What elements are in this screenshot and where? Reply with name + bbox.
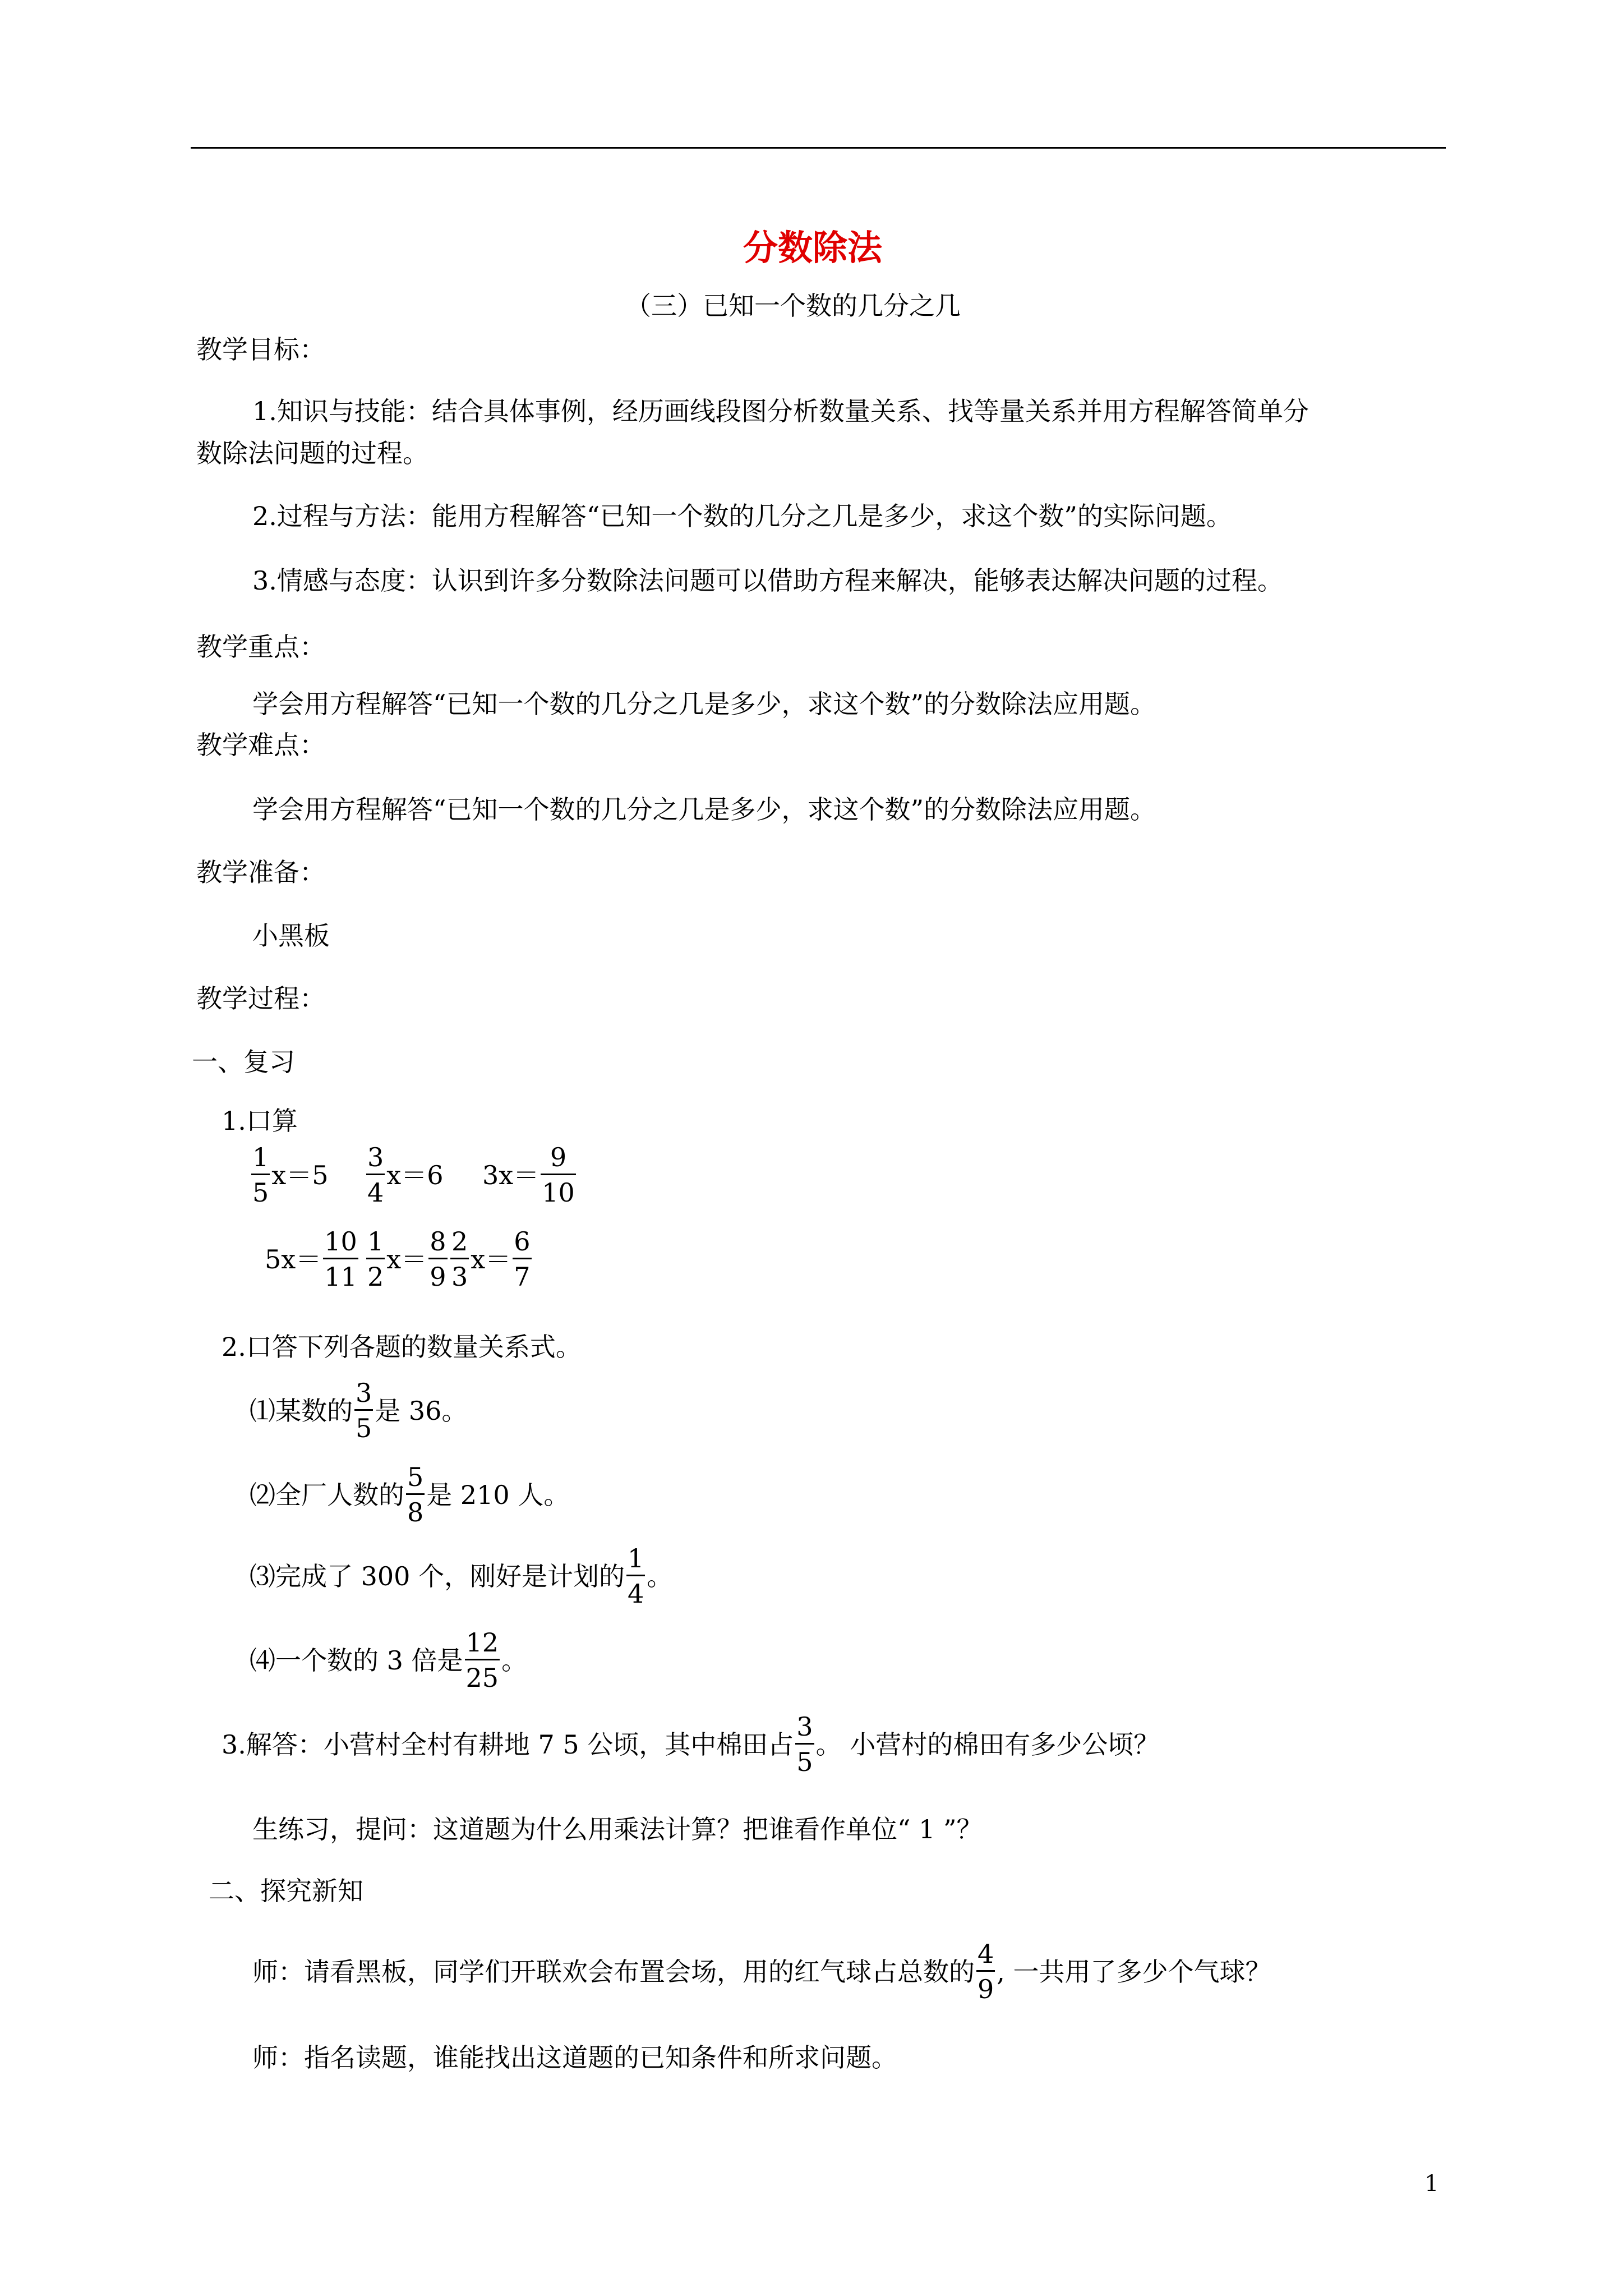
fraction: $\frac{3}{5}$ — [356, 1378, 372, 1443]
oral-calc-heading: 1.口算 — [222, 1106, 298, 1136]
fraction: $\frac{3}{5}$ — [796, 1711, 813, 1777]
key-text: 学会用方程解答“已知一个数的几分之几是多少，求这个数”的分数除法应用题。 — [252, 689, 1156, 719]
explore-heading: 二、探究新知 — [209, 1876, 363, 1906]
oral-question-2: ⑵全厂人数的 $\frac{5}{8}$ 是 210 人。 — [250, 1462, 570, 1527]
fraction: $\frac{2}{3}$ — [451, 1226, 468, 1292]
equation-4: 5x＝ $\frac{10}{11}$ — [265, 1226, 357, 1292]
oral-question-4: ⑷一个数的 3 倍是 $\frac{12}{25}$ 。 — [250, 1627, 528, 1693]
equation-1: $\frac{1}{5}$ x＝5 — [252, 1142, 329, 1208]
fraction: $\frac{1}{2}$ — [367, 1226, 384, 1292]
fraction: $\frac{4}{9}$ — [978, 1939, 994, 2004]
problem-3: 3.解答：小营村全村有耕地 7 5 公顷，其中棉田占 $\frac{3}{5}$ 。 小营村的棉田有多少公顷？ — [222, 1711, 1160, 1777]
goal1-line1: 1.知识与技能：结合具体事例，经历画线段图分析数量关系、找等量关系并用方程解答简单分 — [252, 396, 1309, 426]
fraction: $\frac{3}{4}$ — [367, 1142, 384, 1208]
practice-text: 生练习，提问：这道题为什么用乘法计算？把谁看作单位“ 1 ”？ — [252, 1814, 983, 1844]
goal3: 3.情感与态度：认识到许多分数除法问题可以借助方程来解决，能够表达解决问题的过程。 — [252, 565, 1283, 596]
key-heading: 教学重点： — [196, 632, 325, 662]
fraction: $\frac{1}{4}$ — [628, 1543, 644, 1609]
fraction: $\frac{10}{11}$ — [324, 1226, 357, 1292]
fraction: $\frac{5}{8}$ — [407, 1462, 424, 1527]
fraction: $\frac{8}{9}$ — [430, 1226, 446, 1292]
page-title: 分数除法 — [743, 227, 883, 268]
fraction: $\frac{12}{25}$ — [465, 1627, 499, 1693]
prep-heading: 教学准备： — [196, 857, 325, 887]
equation-5: $\frac{1}{2}$ x＝ $\frac{8}{9}$ — [367, 1226, 446, 1292]
oral-answer-heading: 2.口答下列各题的数量关系式。 — [222, 1332, 582, 1362]
review-heading: 一、复习 — [192, 1047, 295, 1077]
prep-text: 小黑板 — [252, 921, 330, 951]
page-number: 1 — [1424, 2171, 1439, 2197]
equation-6: $\frac{2}{3}$ x＝ $\frac{6}{7}$ — [451, 1226, 531, 1292]
teacher-line-1: 师：请看黑板，同学们开联欢会布置会场，用的红气球占总数的 $\frac{4}{9}$ , 一共用了多少个气球？ — [252, 1939, 1271, 2004]
equation-3: 3x＝ $\frac{9}{10}$ — [482, 1142, 575, 1208]
difficult-text: 学会用方程解答“已知一个数的几分之几是多少，求这个数”的分数除法应用题。 — [252, 794, 1156, 825]
goal2: 2.过程与方法：能用方程解答“已知一个数的几分之几是多少，求这个数”的实际问题。 — [252, 501, 1232, 531]
oral-question-1: ⑴某数的 $\frac{3}{5}$ 是 36。 — [250, 1378, 468, 1443]
process-heading: 教学过程： — [196, 983, 325, 1014]
fraction: $\frac{9}{10}$ — [542, 1142, 575, 1208]
difficult-heading: 教学难点： — [196, 730, 325, 760]
oral-question-3: ⑶完成了 300 个，刚好是计划的 $\frac{1}{4}$ 。 — [250, 1543, 673, 1609]
header-rule — [191, 147, 1446, 149]
equation-2: $\frac{3}{4}$ x＝6 — [367, 1142, 444, 1208]
teacher-line-2: 师：指名读题，谁能找出这道题的已知条件和所求问题。 — [252, 2042, 897, 2073]
goals-heading: 教学目标： — [196, 334, 325, 365]
subtitle: （三）已知一个数的几分之几 — [625, 291, 961, 321]
fraction: $\frac{1}{5}$ — [252, 1142, 269, 1208]
goal1-line2: 数除法问题的过程。 — [196, 438, 428, 468]
fraction: $\frac{6}{7}$ — [514, 1226, 531, 1292]
